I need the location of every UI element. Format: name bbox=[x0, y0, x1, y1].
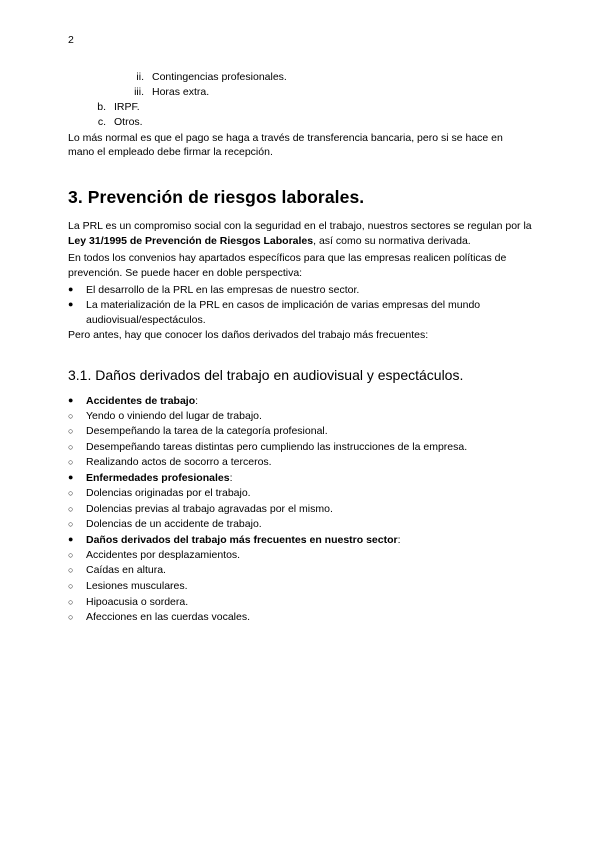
list-item-text: Dolencias previas al trabajo agravadas por el mismo. bbox=[86, 502, 333, 515]
list-item-text: Accidentes por desplazamientos. bbox=[86, 548, 241, 561]
bullet-circle-icon: ○ bbox=[68, 488, 74, 499]
list-item bbox=[68, 394, 532, 409]
list-marker: b. bbox=[97, 101, 106, 114]
list-item bbox=[68, 409, 532, 425]
paragraph-text-part: , así como su normativa derivada. bbox=[313, 234, 471, 247]
page-number: 2 bbox=[68, 34, 74, 46]
subsection-group-2 bbox=[68, 471, 532, 486]
section-heading: 3. Prevención de riesgos laborales. bbox=[68, 187, 365, 208]
subsection-group-1 bbox=[68, 394, 532, 409]
list-item bbox=[68, 424, 532, 440]
intro-paragraph: Lo más normal es que el pago se haga a través de transferencia bancaria, pero si se hace en mano el empleado debe firmar la recepción. bbox=[68, 131, 503, 159]
section-paragraph-3: Pero antes, hay que conocer los daños derivados del trabajo más frecuentes: bbox=[68, 329, 429, 342]
list-item bbox=[68, 455, 532, 471]
group-heading bbox=[86, 533, 532, 548]
list-item bbox=[68, 579, 532, 595]
group-heading bbox=[86, 471, 532, 486]
list-item-text: Desempeñando tareas distintas pero cumpliendo las instrucciones de la empresa. bbox=[86, 440, 468, 453]
group-heading-suffix: : bbox=[229, 471, 233, 484]
list-item bbox=[92, 115, 532, 130]
bullet-circle-icon: ○ bbox=[68, 581, 74, 591]
list-item bbox=[68, 471, 532, 486]
list-marker: iii. bbox=[134, 85, 144, 98]
list-item bbox=[68, 548, 532, 564]
subsection-group-3-items bbox=[68, 548, 532, 626]
list-marker: c. bbox=[97, 116, 106, 129]
bullet-disc-icon: ● bbox=[68, 298, 74, 309]
list-item bbox=[68, 610, 532, 626]
list-item bbox=[92, 100, 532, 115]
group-heading-text: Enfermedades profesionales bbox=[86, 471, 230, 484]
bullet-circle-icon: ○ bbox=[68, 596, 74, 607]
section-bullet-list bbox=[68, 283, 532, 329]
list-item-text: Yendo o viniendo del lugar de trabajo. bbox=[86, 409, 262, 422]
subsection-group-3 bbox=[68, 533, 532, 548]
list-item-text: Contingencias profesionales. bbox=[152, 70, 287, 83]
group-heading bbox=[86, 394, 532, 409]
list-item bbox=[68, 563, 532, 579]
list-item-text: Hipoacusia o sordera. bbox=[86, 595, 189, 608]
bullet-circle-icon: ○ bbox=[68, 549, 74, 560]
list-item bbox=[68, 595, 532, 611]
subsection-group-2-items bbox=[68, 486, 532, 533]
page-content bbox=[68, 70, 532, 626]
list-item bbox=[118, 85, 532, 100]
list-item-text: Dolencias originadas por el trabajo. bbox=[86, 487, 251, 500]
roman-numeral-list bbox=[68, 70, 532, 100]
list-item bbox=[68, 502, 532, 518]
list-item-text: Afecciones en las cuerdas vocales. bbox=[86, 611, 251, 624]
bullet-disc-icon: ● bbox=[68, 394, 74, 405]
group-heading-suffix: : bbox=[195, 394, 199, 407]
list-item-text: Horas extra. bbox=[152, 85, 210, 98]
list-item bbox=[68, 533, 532, 548]
group-heading-suffix: : bbox=[397, 533, 401, 546]
list-item-text: Lesiones musculares. bbox=[86, 580, 188, 592]
list-item-text: IRPF. bbox=[114, 101, 140, 114]
bullet-disc-icon: ● bbox=[68, 471, 74, 482]
list-item-text: La materialización de la PRL en casos de implicación de varias empresas del mundo audiovisual/espectáculos. bbox=[86, 298, 481, 327]
group-heading-text: Daños derivados del trabajo más frecuentes en nuestro sector bbox=[86, 533, 398, 546]
list-item bbox=[68, 486, 532, 502]
list-item bbox=[68, 440, 532, 456]
bullet-circle-icon: ○ bbox=[68, 457, 74, 468]
list-item bbox=[68, 517, 532, 533]
list-item-text: Caídas en altura. bbox=[86, 564, 166, 577]
group-heading-text: Accidentes de trabajo bbox=[86, 394, 196, 407]
bullet-circle-icon: ○ bbox=[68, 565, 74, 576]
bullet-circle-icon: ○ bbox=[68, 426, 74, 437]
paragraph-text-part: La PRL es un compromiso social con la seguridad en el trabajo, nuestros sectores se regulan por la bbox=[68, 220, 532, 233]
list-item-text: Otros. bbox=[114, 116, 143, 129]
list-marker: ii. bbox=[136, 70, 144, 83]
bullet-circle-icon: ○ bbox=[68, 503, 74, 514]
alpha-list bbox=[68, 100, 532, 130]
list-item-text: Realizando actos de socorro a terceros. bbox=[86, 456, 272, 469]
bullet-circle-icon: ○ bbox=[68, 519, 74, 530]
bullet-disc-icon: ● bbox=[68, 283, 74, 294]
section-paragraph-1 bbox=[68, 219, 532, 249]
bullet-circle-icon: ○ bbox=[68, 441, 74, 452]
list-item-text: El desarrollo de la PRL en las empresas de nuestro sector. bbox=[86, 283, 360, 296]
list-item bbox=[68, 298, 532, 328]
subsection-heading: 3.1. Daños derivados del trabajo en audiovisual y espectáculos. bbox=[68, 367, 464, 384]
list-item-text: Dolencias de un accidente de trabajo. bbox=[86, 518, 262, 531]
law-reference: Ley 31/1995 de Prevención de Riesgos Laborales bbox=[68, 234, 314, 247]
list-item bbox=[118, 70, 532, 85]
section-paragraph-2: En todos los convenios hay apartados específicos para que las empresas realicen políticas de prevención. Se puede hacer en doble perspectiva: bbox=[68, 251, 507, 279]
bullet-disc-icon: ● bbox=[68, 533, 74, 544]
bullet-circle-icon: ○ bbox=[68, 612, 74, 623]
subsection-group-1-items bbox=[68, 409, 532, 471]
bullet-circle-icon: ○ bbox=[68, 410, 74, 421]
list-item-text: Desempeñando la tarea de la categoría profesional. bbox=[86, 425, 328, 438]
list-item bbox=[68, 283, 532, 298]
